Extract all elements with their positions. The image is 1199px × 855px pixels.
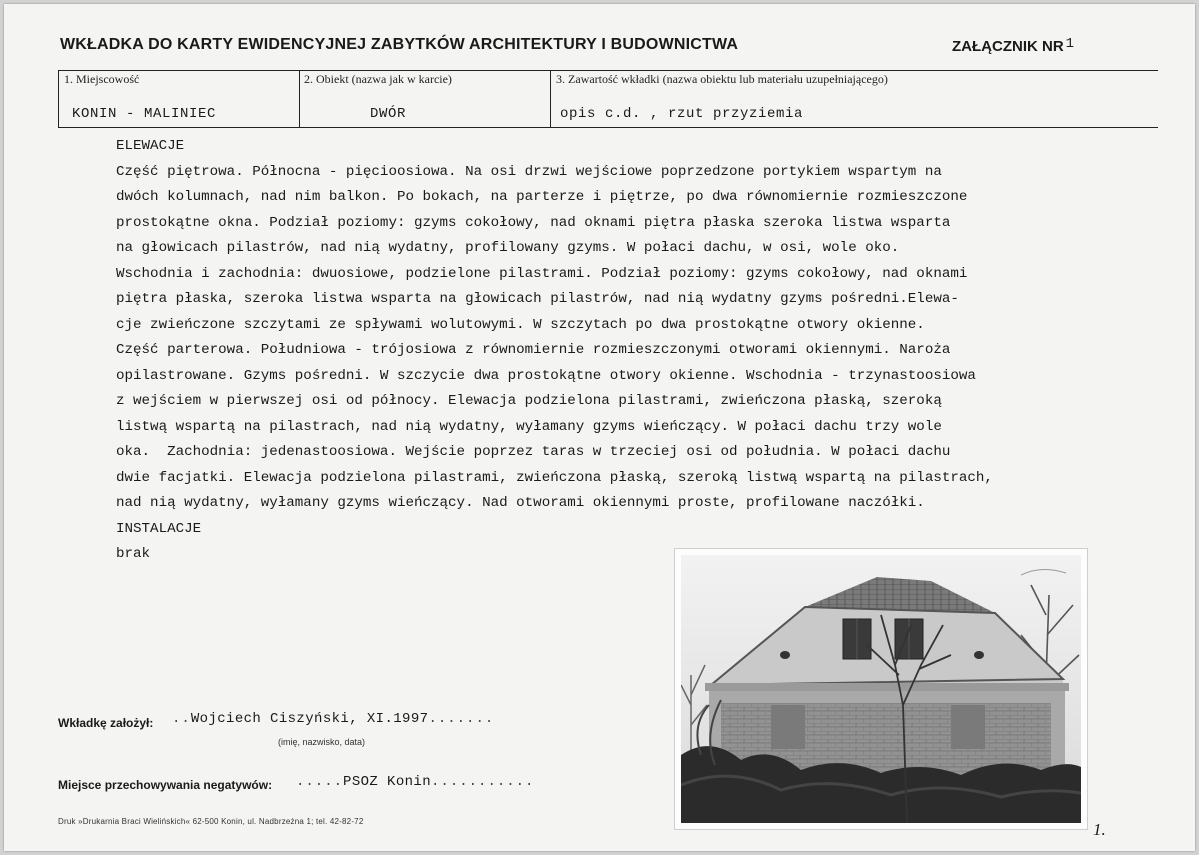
rule-col-1 [58,70,59,127]
annex-label-text: ZAŁĄCZNIK NR [952,38,1064,55]
author-label: Wkładkę założył: [58,716,154,730]
locality-value: KONIN - MALINIEC [72,106,217,122]
rule-fields-bottom [58,127,1158,128]
contents-label: 3. Zawartość wkładki (nazwa obiektu lub materiału uzupełniającego) [556,72,888,86]
negatives-label: Miejsce przechowywania negatywów: [58,778,273,792]
description-line: listwą wspartą na pilastrach, nad nią wydatny, wyłamany gzyms wieńczący. W połaci dachu trzy wole [116,418,942,435]
author-text: Wojciech Ciszyński, XI.1997 [190,711,429,727]
object-label: 2. Obiekt (nazwa jak w karcie) [304,72,452,86]
section-heading-installations: INSTALACJE [116,520,202,537]
object-value: DWÓR [370,106,407,122]
section-heading-elevations: ELEWACJE [116,138,185,154]
description-line: dwie facjatki. Elewacja podzielona pilastrami, zwieńczona płaską, szeroką listwą wspartą na pilastrach, [116,469,993,486]
description-line: dwóch kolumnach, nad nim balkon. Po bokach, na parterze i piętrze, po dwa równomiernie rozmieszczone [116,189,968,205]
description-line: nad nią wydatny, wyłamany gzyms wieńczący. Nad otworami okiennymi proste, profilowane naczółki. [116,495,925,511]
rule-col-2 [299,70,300,127]
description-line: opilastrowane. Gzyms pośredni. W szczycie dwa prostokątne otwory okienne. Wschodnia - trzynastoosiowa [116,367,976,384]
negatives-value: .....PSOZ Konin........... [296,774,535,790]
description-line: z wejściem w pierwszej osi od północy. Elewacja podzielona pilastrami, zwieńczona płaską, szeroką [116,393,942,409]
annex-label [952,38,1074,56]
building-photo [674,548,1088,830]
description-line: Część piętrowa. Północna - pięcioosiowa. Na osi drzwi wejściowe poprzedzone portykiem wspartym na [116,163,942,180]
rule-top [58,70,1158,71]
author-hint: (imię, nazwisko, data) [278,737,366,747]
description-line: Wschodnia i zachodnia: dwuosiowe, podzielone pilastrami. Podział poziomy: gzyms cokołowy, nad oknami [116,265,968,282]
installations-value: brak [116,546,151,562]
rule-col-3 [550,70,551,127]
description-line: na głowicach pilastrów, nad nią wydatny, profilowany gzyms. W połaci dachu, w osi, wole oko. [116,240,900,256]
document-title: WKŁADKA DO KARTY EWIDENCYJNEJ ZABYTKÓW ARCHITEKTURY I BUDOWNICTWA [60,36,739,53]
contents-value: opis c.d. , rzut przyziemia [560,106,804,122]
printer-info: Druk »Drukarnia Braci Wielińskich« 62-500 Konin, ul. Nadbrzeżna 1; tel. 42-82-72 [58,817,364,826]
description-text [116,134,1176,568]
description-line: Część parterowa. Południowa - trójosiowa z równomiernie rozmieszczonymi otworami okiennymi. Naroża [116,342,951,358]
description-line: oka. Zachodnia: jedenastoosiowa. Wejście poprzez taras w trzeciej osi od południa. W połaci dachu [116,444,951,460]
negatives-text: PSOZ Konin [343,774,432,790]
locality-label: 1. Miejscowość [64,72,140,86]
description-line: piętra płaska, szeroka listwa wsparta na głowicach pilastrów, nad nią wydatny gzyms pośredni.Elewa- [116,291,959,307]
description-line: cje zwieńczone szczytami ze spływami wolutowymi. W szczytach po dwa prostokątne otwory okienne. [116,316,925,333]
annex-number: 1 [1065,36,1075,52]
author-value: ..Wojciech Ciszyński, XI.1997....... [172,711,495,727]
page-number: 1. [1093,820,1106,839]
description-line: prostokątne okna. Podział poziomy: gzyms cokołowy, nad oknami piętra płaska szeroka listwa wsparta [116,214,951,231]
manor-house-image [681,555,1081,823]
